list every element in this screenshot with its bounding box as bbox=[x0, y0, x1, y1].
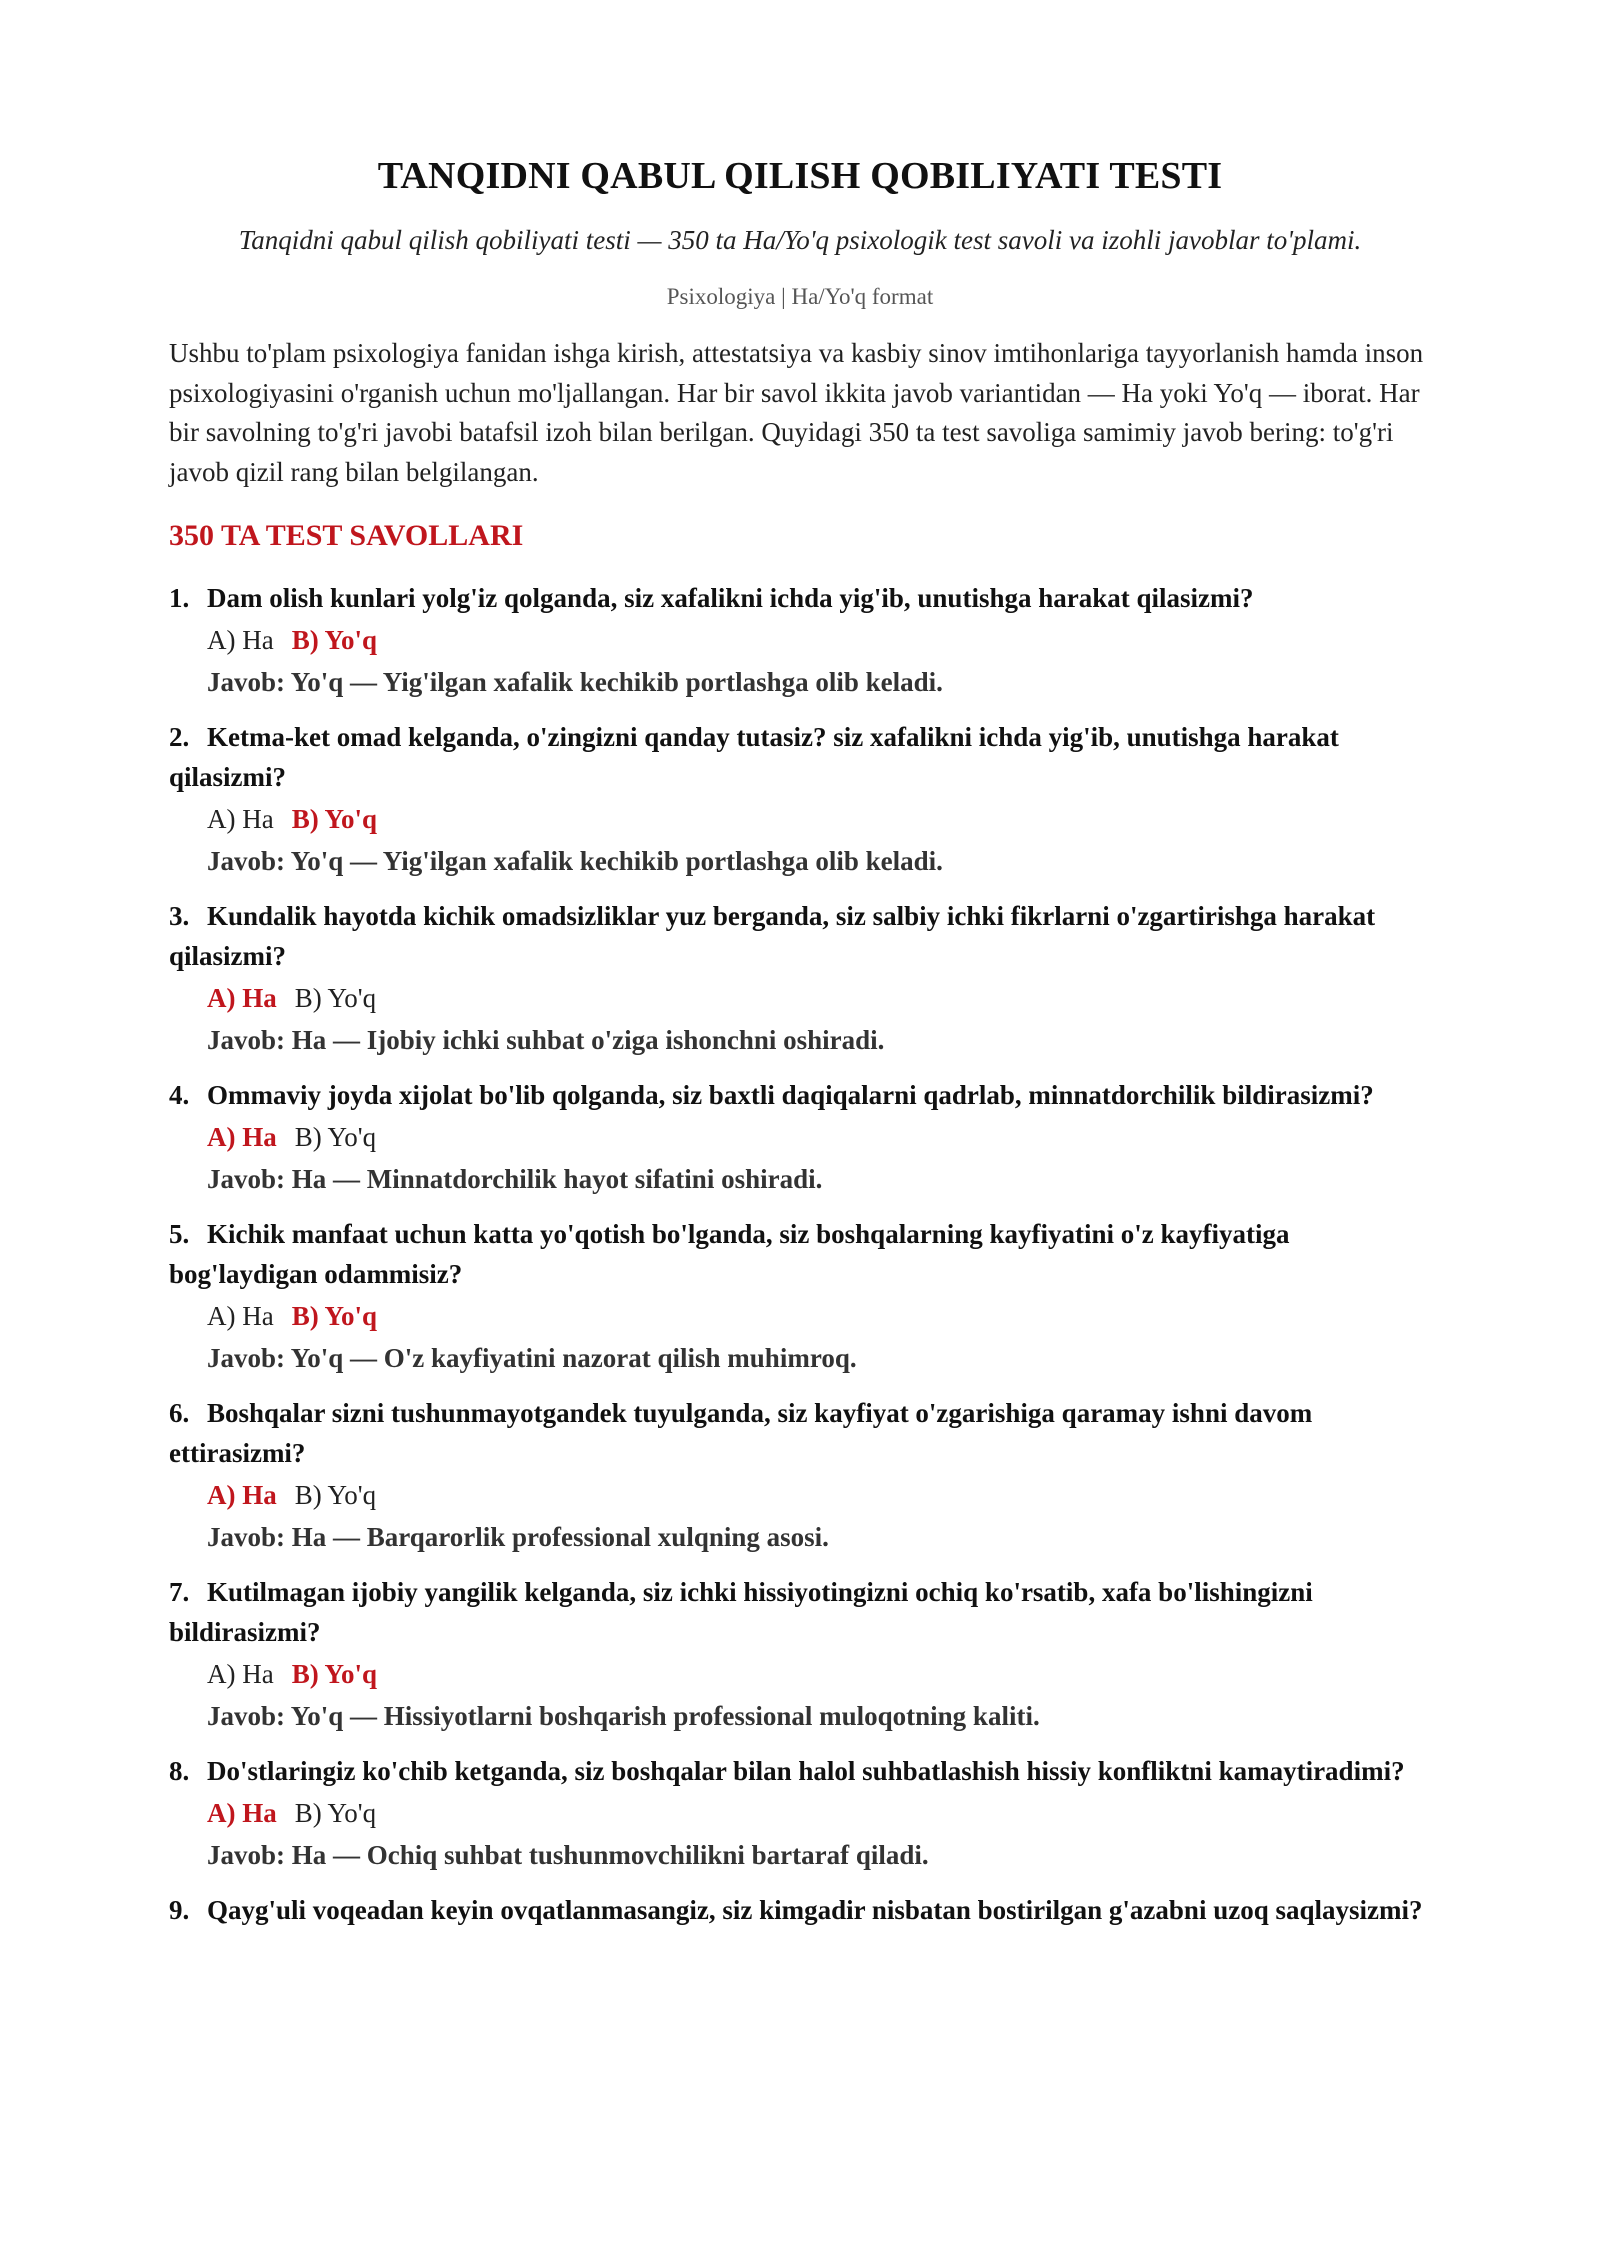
question-number: 5. bbox=[169, 1219, 190, 1249]
question-body: Kichik manfaat uchun katta yo'qotish bo'lganda, siz boshqalarning kayfiyatini o'z kayfiyatiga bog'laydigan odammisiz? bbox=[169, 1219, 1290, 1289]
option-no[interactable]: B) Yo'q bbox=[294, 1122, 377, 1152]
answer-options bbox=[207, 1793, 1431, 1833]
question-text bbox=[169, 1572, 1431, 1652]
question-item bbox=[169, 1751, 1431, 1875]
option-yes[interactable]: A) Ha bbox=[207, 1301, 274, 1331]
answer-explanation: Javob: Ha — Minnatdorchilik hayot sifatini oshiradi. bbox=[207, 1164, 823, 1194]
option-yes[interactable]: A) Ha bbox=[207, 983, 277, 1013]
answer-options bbox=[207, 1654, 1431, 1694]
option-yes[interactable]: A) Ha bbox=[207, 804, 274, 834]
option-yes[interactable]: A) Ha bbox=[207, 1480, 277, 1510]
answer-options bbox=[207, 978, 1431, 1018]
question-body: Ketma-ket omad kelganda, o'zingizni qanday tutasiz? siz xafalikni ichda yig'ib, unutishga harakat qilasizmi? bbox=[169, 722, 1339, 792]
option-no[interactable]: B) Yo'q bbox=[291, 1301, 378, 1331]
option-yes[interactable]: A) Ha bbox=[207, 1659, 274, 1689]
question-text bbox=[169, 1075, 1431, 1115]
answer-options bbox=[207, 1296, 1431, 1336]
question-item bbox=[169, 1890, 1431, 1930]
question-number: 3. bbox=[169, 901, 190, 931]
option-yes[interactable]: A) Ha bbox=[207, 1122, 277, 1152]
question-text bbox=[169, 717, 1431, 797]
question-item bbox=[169, 896, 1431, 1060]
question-item bbox=[169, 1393, 1431, 1557]
question-item bbox=[169, 578, 1431, 702]
answer-explanation: Javob: Yo'q — Hissiyotlarni boshqarish professional muloqotning kaliti. bbox=[207, 1701, 1040, 1731]
answer-explanation: Javob: Yo'q — Yig'ilgan xafalik kechikib portlashga olib keladi. bbox=[207, 846, 943, 876]
question-number: 7. bbox=[169, 1577, 190, 1607]
question-number: 9. bbox=[169, 1895, 190, 1925]
question-text bbox=[169, 1393, 1431, 1473]
answer-options bbox=[207, 799, 1431, 839]
question-body: Ommaviy joyda xijolat bo'lib qolganda, siz baxtli daqiqalarni qadrlab, minnatdorchilik bildirasizmi? bbox=[207, 1080, 1374, 1110]
answer-options bbox=[207, 1117, 1431, 1157]
document-title: TANQIDNI QABUL QILISH QOBILIYATI TESTI bbox=[377, 155, 1223, 197]
question-number: 8. bbox=[169, 1756, 190, 1786]
question-item bbox=[169, 1075, 1431, 1199]
option-no[interactable]: B) Yo'q bbox=[294, 1480, 377, 1510]
answer-explanation: Javob: Ha — Ochiq suhbat tushunmovchilikni bartaraf qiladi. bbox=[207, 1840, 929, 1870]
option-no[interactable]: B) Yo'q bbox=[294, 983, 377, 1013]
question-body: Boshqalar sizni tushunmayotgandek tuyulganda, siz kayfiyat o'zgarishiga qaramay ishni davom ettirasizmi? bbox=[169, 1398, 1313, 1468]
answer-options bbox=[207, 620, 1431, 660]
intro-paragraph: Ushbu to'plam psixologiya fanidan ishga kirish, attestatsiya va kasbiy sinov imtihonlariga tayyorlanish hamda inson psixologiyasini o'rganish uchun mo'ljallangan. Har bir savol ikkita javob variantidan — Ha yoki Yo'q — iborat. Har bir savolning to'g'ri javobi batafsil izoh bilan berilgan. Quyidagi 350 ta test savoliga samimiy javob bering: to'g'ri javob qizil rang bilan belgilangan. bbox=[169, 338, 1424, 487]
question-list bbox=[169, 578, 1431, 1930]
answer-explanation: Javob: Yo'q — O'z kayfiyatini nazorat qilish muhimroq. bbox=[207, 1343, 857, 1373]
question-item bbox=[169, 1572, 1431, 1736]
question-number: 6. bbox=[169, 1398, 190, 1428]
question-item bbox=[169, 717, 1431, 881]
option-yes[interactable]: A) Ha bbox=[207, 625, 274, 655]
answer-explanation: Javob: Ha — Barqarorlik professional xulqning asosi. bbox=[207, 1522, 829, 1552]
section-heading: 350 TA TEST SAVOLLARI bbox=[169, 519, 524, 552]
question-body: Kutilmagan ijobiy yangilik kelganda, siz ichki hissiyotingizni ochiq ko'rsatib, xafa bo'lishingizni bildirasizmi? bbox=[169, 1577, 1313, 1647]
answer-options bbox=[207, 1475, 1431, 1515]
answer-explanation: Javob: Yo'q — Yig'ilgan xafalik kechikib portlashga olib keladi. bbox=[207, 667, 943, 697]
question-number: 2. bbox=[169, 722, 190, 752]
document-meta: Psixologiya | Ha/Yo'q format bbox=[666, 284, 934, 309]
question-number: 1. bbox=[169, 583, 190, 613]
option-no[interactable]: B) Yo'q bbox=[291, 625, 378, 655]
question-text bbox=[169, 578, 1431, 618]
question-body: Dam olish kunlari yolg'iz qolganda, siz xafalikni ichda yig'ib, unutishga harakat qilasizmi? bbox=[207, 583, 1254, 613]
option-no[interactable]: B) Yo'q bbox=[294, 1798, 377, 1828]
answer-explanation: Javob: Ha — Ijobiy ichki suhbat o'ziga ishonchni oshiradi. bbox=[207, 1025, 885, 1055]
question-text bbox=[169, 896, 1431, 976]
question-body: Do'stlaringiz ko'chib ketganda, siz boshqalar bilan halol suhbatlashish hissiy konfliktni kamaytiradimi? bbox=[207, 1756, 1405, 1786]
question-item bbox=[169, 1214, 1431, 1378]
question-text bbox=[169, 1214, 1431, 1294]
question-text bbox=[169, 1751, 1431, 1791]
option-yes[interactable]: A) Ha bbox=[207, 1798, 277, 1828]
option-no[interactable]: B) Yo'q bbox=[291, 1659, 378, 1689]
question-number: 4. bbox=[169, 1080, 190, 1110]
question-text bbox=[169, 1890, 1431, 1930]
question-body: Qayg'uli voqeadan keyin ovqatlanmasangiz, siz kimgadir nisbatan bostirilgan g'azabni uzoq saqlaysizmi? bbox=[207, 1895, 1423, 1925]
option-no[interactable]: B) Yo'q bbox=[291, 804, 378, 834]
document-page bbox=[169, 0, 1431, 1945]
question-body: Kundalik hayotda kichik omadsizliklar yuz berganda, siz salbiy ichki fikrlarni o'zgartirishga harakat qilasizmi? bbox=[169, 901, 1376, 971]
document-subtitle: Tanqidni qabul qilish qobiliyati testi — 350 ta Ha/Yo'q psixologik test savoli va izohli javoblar to'plami. bbox=[238, 225, 1362, 255]
